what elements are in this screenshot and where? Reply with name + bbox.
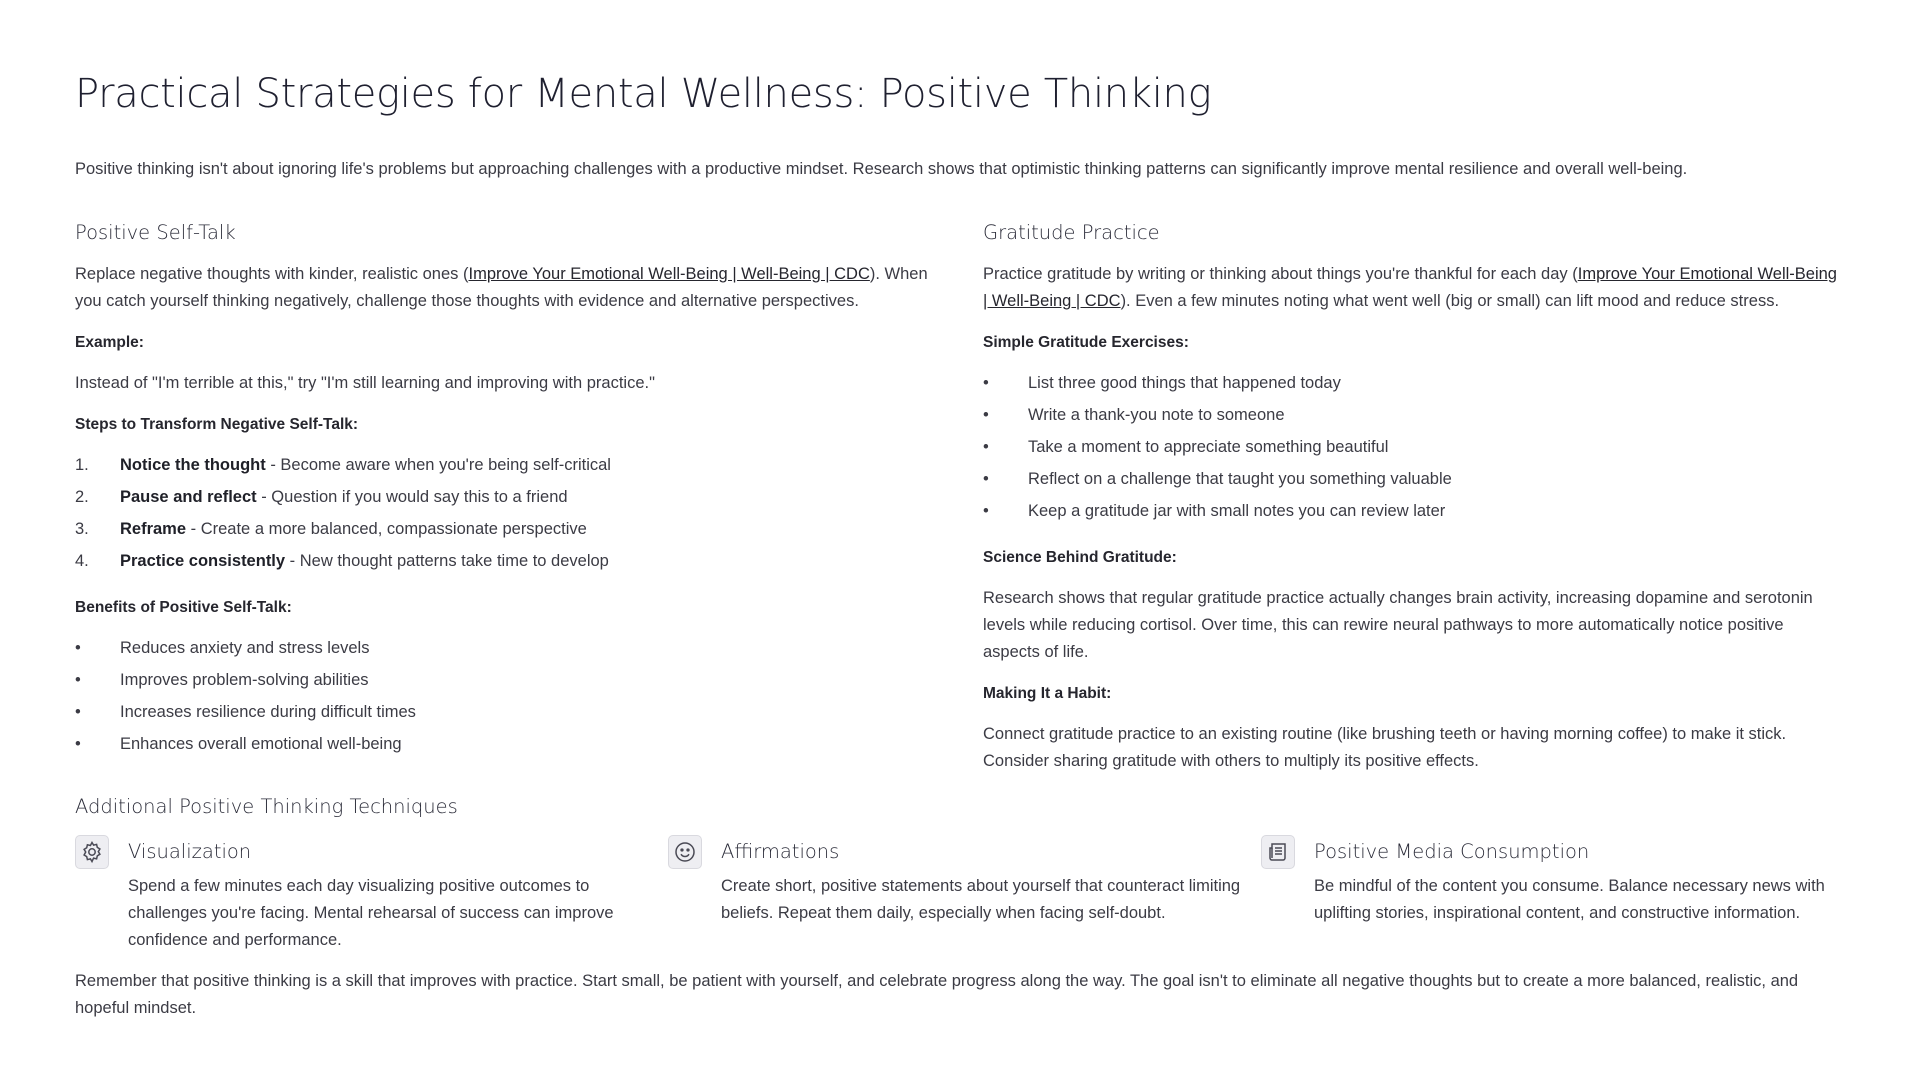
gratitude-paragraph <box>983 261 1845 315</box>
step-text: - Become aware when you're being self-critical <box>265 456 611 474</box>
list-item <box>75 452 937 484</box>
bullet: • <box>983 470 989 488</box>
gratitude-section <box>983 219 1845 789</box>
technique-body <box>128 835 668 954</box>
additional-heading: Additional Positive Thinking Techniques <box>75 795 458 818</box>
technique-text: Spend a few minutes each day visualizing positive outcomes to challenges you're facing. Mental rehearsal of success can improve confidence and performance. <box>128 877 614 949</box>
science-text: Research shows that regular gratitude practice actually changes brain activity, increasing dopamine and serotonin levels while reducing cortisol. Over time, this can rewire neural pathways to more automatically notice positive aspects of life. <box>983 589 1813 661</box>
list-item <box>75 548 937 580</box>
self-talk-text-before: Replace negative thoughts with kinder, realistic ones ( <box>75 265 469 283</box>
step-bold: Notice the thought <box>120 456 266 474</box>
technique-body <box>721 835 1261 954</box>
technique-title: Affirmations <box>721 840 840 863</box>
list-item <box>983 434 1845 466</box>
technique-text: Create short, positive statements about yourself that counteract limiting beliefs. Repeat them daily, especially when facing self-doubt. <box>721 877 1241 922</box>
technique-text: Be mindful of the content you consume. Balance necessary news with uplifting stories, inspirational content, and constructive information. <box>1314 877 1825 922</box>
habit-label: Making It a Habit: <box>983 685 1112 702</box>
step-number: 4. <box>75 552 89 570</box>
gratitude-heading: Gratitude Practice <box>983 221 1160 244</box>
technique-affirmations <box>668 835 1261 954</box>
example-text: Instead of "I'm terrible at this," try "I'm still learning and improving with practice." <box>75 374 655 392</box>
techniques-row <box>75 835 1845 954</box>
gratitude-text-after: ). Even a few minutes noting what went well (big or small) can lift mood and reduce stress. <box>1120 292 1780 310</box>
step-number: 2. <box>75 488 89 506</box>
bullet: • <box>983 406 989 424</box>
list-item <box>75 699 937 731</box>
self-talk-section <box>75 219 937 789</box>
smiley-icon <box>668 835 702 869</box>
two-column-section <box>75 219 1845 789</box>
bullet: • <box>983 374 989 392</box>
step-text: - Question if you would say this to a friend <box>256 488 568 506</box>
step-text: - New thought patterns take time to develop <box>285 552 609 570</box>
additional-techniques-section <box>75 793 1845 954</box>
step-bold: Reframe <box>120 520 187 538</box>
step-number: 1. <box>75 456 89 474</box>
exercise-text: List three good things that happened today <box>1028 374 1341 392</box>
benefit-text: Enhances overall emotional well-being <box>120 735 402 753</box>
page-title: Practical Strategies for Mental Wellness: Positive Thinking <box>75 71 1212 117</box>
technique-media <box>1261 835 1854 954</box>
exercise-text: Keep a gratitude jar with small notes you can review later <box>1028 502 1446 520</box>
bullet: • <box>75 703 81 721</box>
bullet: • <box>75 639 81 657</box>
list-item <box>75 667 937 699</box>
cdc-link[interactable]: Improve Your Emotional Well-Being | Well-Being | CDC <box>983 265 1837 310</box>
benefit-text: Reduces anxiety and stress levels <box>120 639 370 657</box>
list-item <box>75 731 937 763</box>
step-number: 3. <box>75 520 89 538</box>
exercise-text: Write a thank-you note to someone <box>1028 406 1285 424</box>
list-item <box>75 484 937 516</box>
technique-title: Positive Media Consumption <box>1314 840 1590 863</box>
list-item <box>983 466 1845 498</box>
bullet: • <box>983 438 989 456</box>
technique-title: Visualization <box>128 840 252 863</box>
bullet: • <box>75 735 81 753</box>
exercise-text: Take a moment to appreciate something beautiful <box>1028 438 1389 456</box>
technique-body <box>1314 835 1854 954</box>
exercises-label: Simple Gratitude Exercises: <box>983 334 1189 351</box>
gear-icon <box>75 835 109 869</box>
step-text: - Create a more balanced, compassionate perspective <box>186 520 587 538</box>
benefit-text: Improves problem-solving abilities <box>120 671 369 689</box>
benefits-label: Benefits of Positive Self-Talk: <box>75 599 292 616</box>
steps-list <box>75 452 937 580</box>
technique-visualization <box>75 835 668 954</box>
self-talk-paragraph <box>75 261 937 315</box>
step-bold: Practice consistently <box>120 552 286 570</box>
bullet: • <box>983 502 989 520</box>
exercises-list <box>983 370 1845 530</box>
closing-paragraph: Remember that positive thinking is a skill that improves with practice. Start small, be patient with yourself, and celebrate progress along the way. The goal isn't to eliminate all negative thoughts but to create a more balanced, realistic, and hopeful mindset. <box>75 972 1799 1017</box>
intro-paragraph: Positive thinking isn't about ignoring life's problems but approaching challenges with a productive mindset. Research shows that optimistic thinking patterns can significantly improve mental resilience and overall well-being. <box>75 160 1688 178</box>
list-item <box>75 516 937 548</box>
benefits-list <box>75 635 937 763</box>
list-item <box>983 402 1845 434</box>
list-item <box>983 498 1845 530</box>
list-item <box>983 370 1845 402</box>
self-talk-text-after: ). When you catch yourself thinking negatively, challenge those thoughts with evidence and alternative perspectives. <box>75 265 928 310</box>
habit-text: Connect gratitude practice to an existing routine (like brushing teeth or having morning coffee) to make it stick. Consider sharing gratitude with others to multiply its positive effects. <box>983 725 1787 770</box>
science-label: Science Behind Gratitude: <box>983 549 1177 566</box>
step-bold: Pause and reflect <box>120 488 257 506</box>
bullet: • <box>75 671 81 689</box>
title-wrap <box>75 66 1845 156</box>
exercise-text: Reflect on a challenge that taught you something valuable <box>1028 470 1452 488</box>
gratitude-text-before: Practice gratitude by writing or thinking about things you're thankful for each day ( <box>983 265 1578 283</box>
self-talk-heading: Positive Self-Talk <box>75 221 236 244</box>
newspaper-icon <box>1261 835 1295 869</box>
list-item <box>75 635 937 667</box>
steps-label: Steps to Transform Negative Self-Talk: <box>75 416 359 433</box>
cdc-link[interactable]: Improve Your Emotional Well-Being | Well-Being | CDC <box>468 265 870 283</box>
example-label: Example: <box>75 334 144 351</box>
benefit-text: Increases resilience during difficult times <box>120 703 416 721</box>
